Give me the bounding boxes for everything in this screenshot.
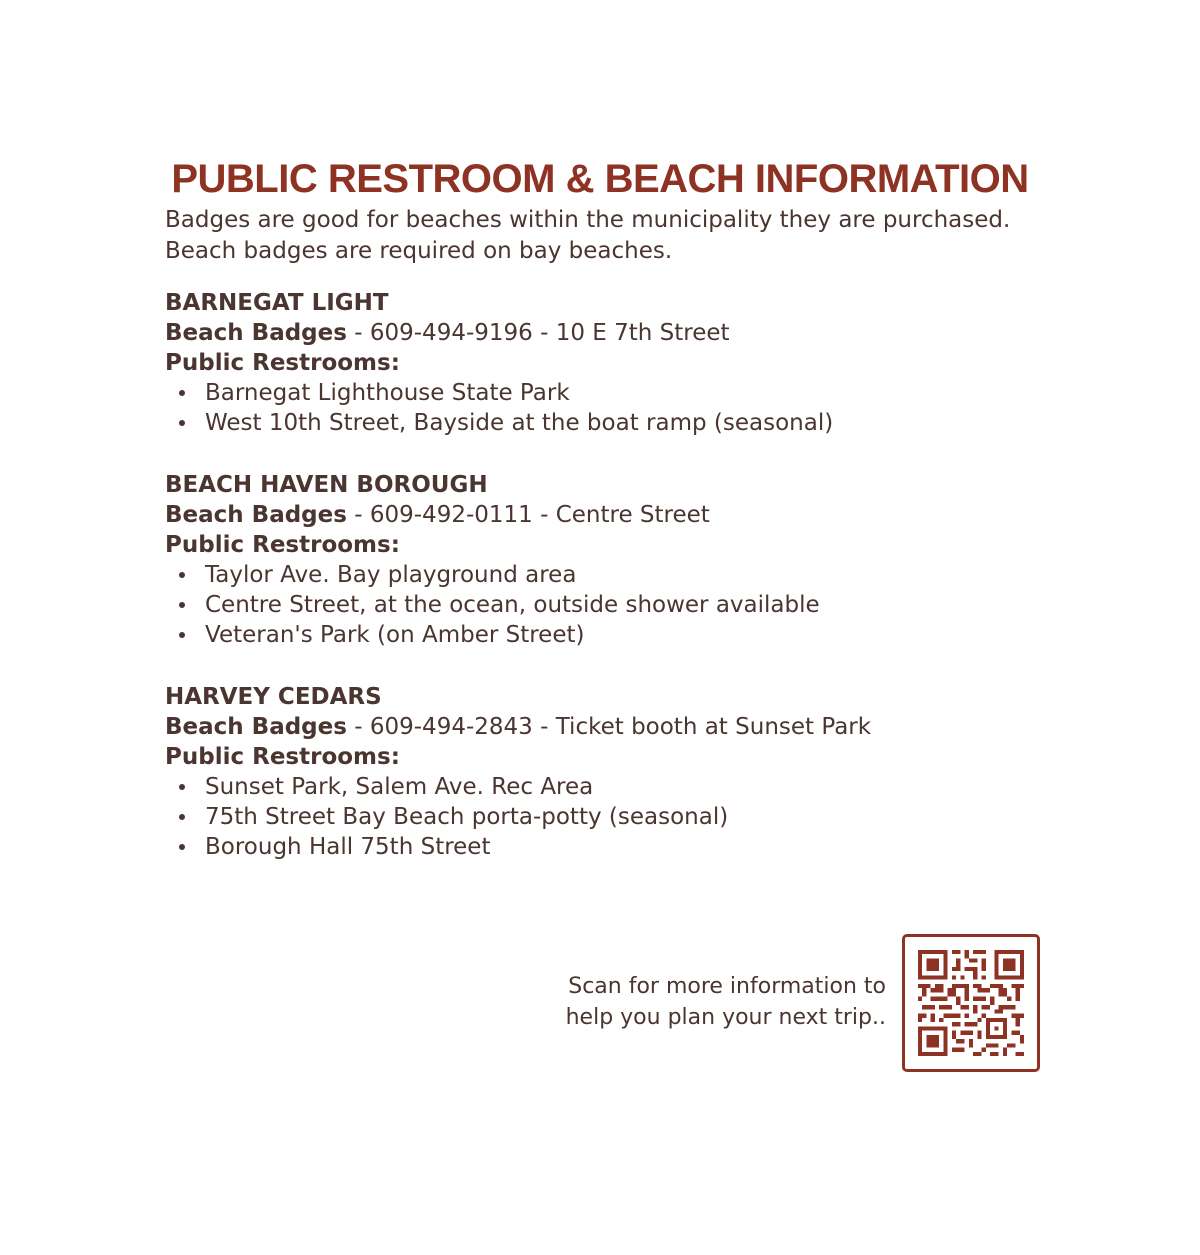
public-restrooms-label: Public Restrooms: (165, 532, 400, 558)
list-item: West 10th Street, Bayside at the boat ramp (seasonal) (205, 408, 1065, 438)
restroom-list (165, 560, 1065, 650)
beach-badges-info: - 609-494-2843 - Ticket booth at Sunset Park (346, 714, 872, 740)
page-title: PUBLIC RESTROOM & BEACH INFORMATION (171, 157, 1029, 201)
section-barnegat-light (165, 288, 1065, 438)
section-title: BEACH HAVEN BOROUGH (165, 472, 488, 498)
section-harvey-cedars (165, 682, 1065, 862)
scan-caption-line: Scan for more information to (568, 974, 886, 999)
beach-badges-line (165, 500, 1065, 530)
qr-code-icon (918, 950, 1024, 1056)
list-item: 75th Street Bay Beach porta-potty (seasonal) (205, 802, 1065, 832)
list-item: Sunset Park, Salem Ave. Rec Area (205, 772, 1065, 802)
section-beach-haven-borough (165, 470, 1065, 650)
beach-badges-info: - 609-492-0111 - Centre Street (346, 502, 710, 528)
list-item: Barnegat Lighthouse State Park (205, 378, 1065, 408)
scan-caption-line: help you plan your next trip.. (565, 1005, 886, 1030)
beach-badges-info: - 609-494-9196 - 10 E 7th Street (346, 320, 730, 346)
list-item: Centre Street, at the ocean, outside shower available (205, 590, 1065, 620)
beach-badges-label: Beach Badges (165, 502, 347, 528)
scan-caption (566, 971, 886, 1033)
intro-line: Badges are good for beaches within the municipality they are purchased. (165, 207, 1011, 233)
beach-badges-line (165, 712, 1065, 742)
qr-code[interactable] (902, 934, 1040, 1072)
list-item: Taylor Ave. Bay playground area (205, 560, 1065, 590)
beach-badges-label: Beach Badges (165, 714, 347, 740)
public-restrooms-label: Public Restrooms: (165, 744, 400, 770)
public-restrooms-label: Public Restrooms: (165, 350, 400, 376)
list-item: Borough Hall 75th Street (205, 832, 1065, 862)
beach-badges-line (165, 318, 1065, 348)
beach-badges-label: Beach Badges (165, 320, 347, 346)
list-item: Veteran's Park (on Amber Street) (205, 620, 1065, 650)
intro-line: Beach badges are required on bay beaches. (165, 238, 673, 264)
restroom-list (165, 378, 1065, 438)
section-title: BARNEGAT LIGHT (165, 290, 389, 316)
restroom-list (165, 772, 1065, 862)
intro-text (165, 205, 1065, 267)
section-title: HARVEY CEDARS (165, 684, 382, 710)
